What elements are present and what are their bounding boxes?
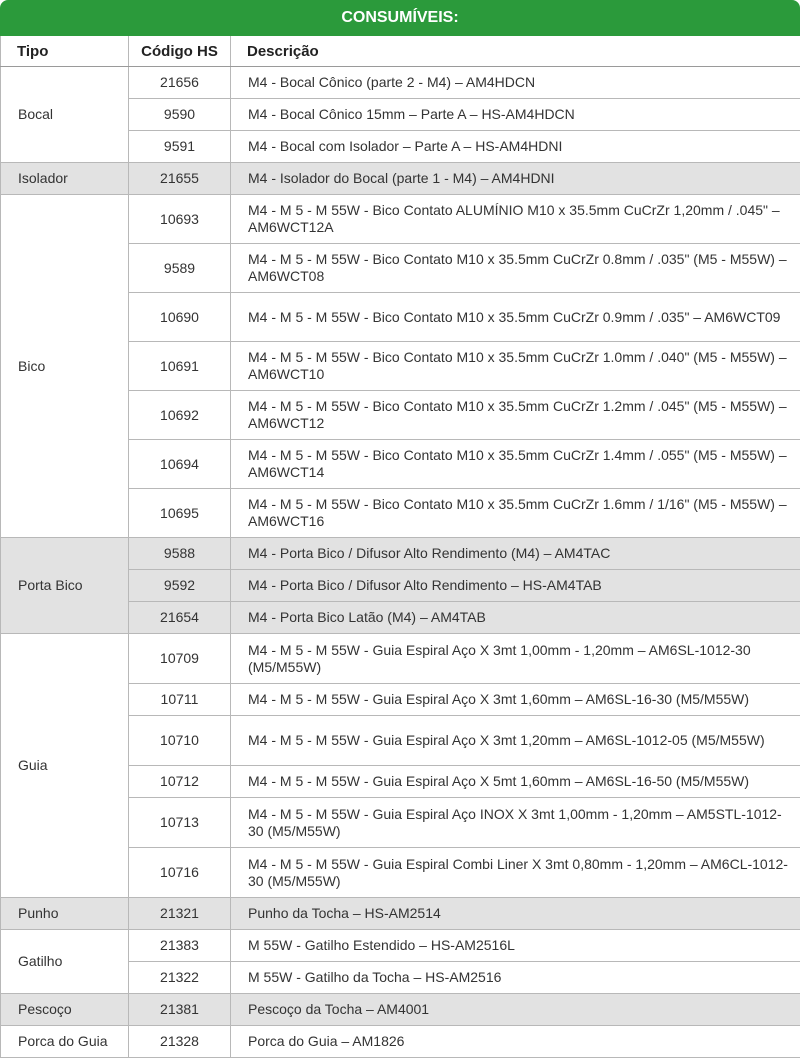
type-cell: Bico (1, 195, 129, 538)
table-row (1, 634, 800, 684)
type-cell: Porca do Guia (1, 1026, 129, 1058)
code-cell: 10712 (129, 766, 231, 798)
table-row (1, 898, 800, 930)
header-code: Código HS (129, 36, 231, 67)
description-cell: M4 - Porta Bico / Difusor Alto Rendimento – HS-AM4TAB (231, 570, 800, 602)
description-cell: M4 - Bocal Cônico (parte 2 - M4) – AM4HDCN (231, 67, 800, 99)
code-cell: 10713 (129, 798, 231, 848)
code-cell: 10695 (129, 489, 231, 538)
type-cell: Bocal (1, 67, 129, 163)
code-cell: 9590 (129, 99, 231, 131)
description-cell: M4 - M 5 - M 55W - Bico Contato M10 x 35.5mm CuCrZr 1.6mm / 1/16" (M5 - M55W) – AM6WCT16 (231, 489, 800, 538)
header-description: Descrição (231, 36, 800, 67)
code-cell: 10690 (129, 293, 231, 342)
description-cell: M4 - M 5 - M 55W - Bico Contato ALUMÍNIO M10 x 35.5mm CuCrZr 1,20mm / .045" – AM6WCT12A (231, 195, 800, 244)
description-cell: M4 - Isolador do Bocal (parte 1 - M4) – AM4HDNI (231, 163, 800, 195)
code-cell: 10716 (129, 848, 231, 898)
code-cell: 10709 (129, 634, 231, 684)
description-cell: M4 - M 5 - M 55W - Guia Espiral Aço X 3mt 1,60mm – AM6SL-16-30 (M5/M55W) (231, 684, 800, 716)
table-row (1, 67, 800, 99)
code-cell: 21383 (129, 930, 231, 962)
description-cell: M4 - M 5 - M 55W - Guia Espiral Combi Liner X 3mt 0,80mm - 1,20mm – AM6CL-1012-30 (M5/M55W) (231, 848, 800, 898)
consumables-table (0, 36, 800, 1058)
description-cell: M4 - M 5 - M 55W - Bico Contato M10 x 35.5mm CuCrZr 1.2mm / .045" (M5 - M55W) – AM6WCT12 (231, 391, 800, 440)
code-cell: 21655 (129, 163, 231, 195)
code-cell: 10711 (129, 684, 231, 716)
table-row (1, 163, 800, 195)
type-cell: Porta Bico (1, 538, 129, 634)
code-cell: 21381 (129, 994, 231, 1026)
header-type: Tipo (1, 36, 129, 67)
description-cell: Pescoço da Tocha – AM4001 (231, 994, 800, 1026)
type-cell: Isolador (1, 163, 129, 195)
table-title: CONSUMÍVEIS: (0, 0, 800, 36)
table-row (1, 538, 800, 570)
table-row (1, 195, 800, 244)
code-cell: 9589 (129, 244, 231, 293)
description-cell: M4 - M 5 - M 55W - Guia Espiral Aço X 5mt 1,60mm – AM6SL-16-50 (M5/M55W) (231, 766, 800, 798)
description-cell: M4 - M 5 - M 55W - Bico Contato M10 x 35.5mm CuCrZr 0.9mm / .035" – AM6WCT09 (231, 293, 800, 342)
code-cell: 21654 (129, 602, 231, 634)
description-cell: M4 - Bocal com Isolador – Parte A – HS-AM4HDNI (231, 131, 800, 163)
code-cell: 10710 (129, 716, 231, 766)
description-cell: M4 - M 5 - M 55W - Bico Contato M10 x 35.5mm CuCrZr 0.8mm / .035" (M5 - M55W) – AM6WCT08 (231, 244, 800, 293)
description-cell: M4 - M 5 - M 55W - Guia Espiral Aço INOX X 3mt 1,00mm - 1,20mm – AM5STL-1012-30 (M5/M55W) (231, 798, 800, 848)
type-cell: Punho (1, 898, 129, 930)
code-cell: 10694 (129, 440, 231, 489)
description-cell: Punho da Tocha – HS-AM2514 (231, 898, 800, 930)
code-cell: 21321 (129, 898, 231, 930)
description-cell: M4 - Porta Bico / Difusor Alto Rendimento (M4) – AM4TAC (231, 538, 800, 570)
code-cell: 10691 (129, 342, 231, 391)
table-row (1, 994, 800, 1026)
code-cell: 9588 (129, 538, 231, 570)
description-cell: Porca do Guia – AM1826 (231, 1026, 800, 1058)
type-cell: Gatilho (1, 930, 129, 994)
code-cell: 21328 (129, 1026, 231, 1058)
description-cell: M4 - M 5 - M 55W - Guia Espiral Aço X 3mt 1,00mm - 1,20mm – AM6SL-1012-30 (M5/M55W) (231, 634, 800, 684)
description-cell: M4 - Porta Bico Latão (M4) – AM4TAB (231, 602, 800, 634)
description-cell: M 55W - Gatilho da Tocha – HS-AM2516 (231, 962, 800, 994)
code-cell: 10693 (129, 195, 231, 244)
type-cell: Guia (1, 634, 129, 898)
table-row (1, 930, 800, 962)
code-cell: 21656 (129, 67, 231, 99)
table-row (1, 1026, 800, 1058)
description-cell: M4 - M 5 - M 55W - Bico Contato M10 x 35.5mm CuCrZr 1.0mm / .040" (M5 - M55W) – AM6WCT10 (231, 342, 800, 391)
description-cell: M4 - M 5 - M 55W - Bico Contato M10 x 35.5mm CuCrZr 1.4mm / .055" (M5 - M55W) – AM6WCT14 (231, 440, 800, 489)
code-cell: 10692 (129, 391, 231, 440)
code-cell: 9592 (129, 570, 231, 602)
type-cell: Pescoço (1, 994, 129, 1026)
description-cell: M4 - M 5 - M 55W - Guia Espiral Aço X 3mt 1,20mm – AM6SL-1012-05 (M5/M55W) (231, 716, 800, 766)
header-row (1, 36, 800, 67)
description-cell: M4 - Bocal Cônico 15mm – Parte A – HS-AM4HDCN (231, 99, 800, 131)
code-cell: 9591 (129, 131, 231, 163)
description-cell: M 55W - Gatilho Estendido – HS-AM2516L (231, 930, 800, 962)
code-cell: 21322 (129, 962, 231, 994)
